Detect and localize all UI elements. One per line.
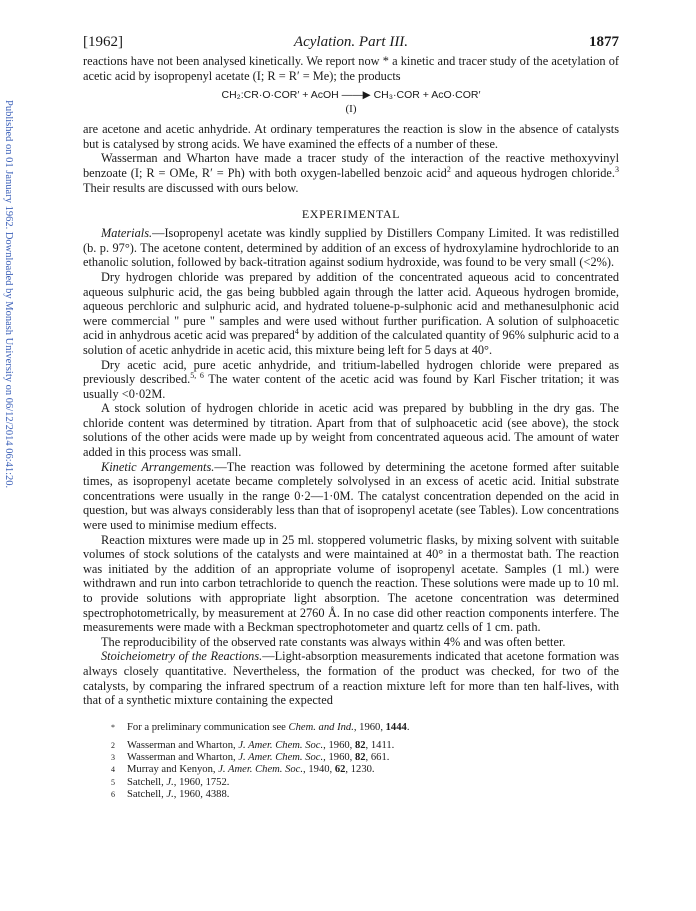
dry-hcl-paragraph: Dry hydrogen chloride was prepared by addition of the concentrated aqueous acid to concentrated aqueous sulphuric acid, the gas being bubbled again through the latter acid. Aqueous hydrogen bromide, aqueous perchloric and sulphuric acid, and hydrated toluene-p-sulphonic acid and methanesulphonic acid were commercial " pure " samples and were used without further purification. A solution of sulphoacetic acid in anhydrous acetic acid was prepared$^4$ by addition of the calculated quantity of 96% sulphuric acid to a solution of acetic anhydride in acetic acid, this mixture being left for 5 days at 40°.	[83, 269, 619, 357]
intro-paragraph-3: Wasserman and Wharton have made a tracer study of the interaction of the reactive methoxyvinyl benzoate (I; R = OMe, R′ = Ph) with both oxygen-labelled benzoic acid$^2$ and aqueous hydrogen chloride.$^3$ Their results are discussed with ours below.	[83, 151, 619, 195]
stoichiometry-paragraph: Stoicheiometry of the Reactions.—Light-absorption measurements indicated that acetone formation was always closely quantitative. Nevertheless, the formation of the product was checked, for two of the catalysts, by comparing the infrared spectrum of a reaction mixture left for more than ten half-lives, with that of a synthetic mixture containing the expected	[83, 649, 619, 708]
header-page-number: 1877	[589, 34, 619, 50]
journal-page	[83, 34, 619, 801]
kinetic-label: Kinetic Arrangements.	[101, 459, 215, 474]
publication-sidebar	[2, 100, 16, 700]
stoichiometry-label: Stoicheiometry of the Reactions.	[101, 649, 263, 664]
intro-paragraph-1: reactions have not been analysed kinetically. We report now * a kinetic and tracer study of the acetylation of acetic acid by isopropenyl acetate (I; R = R′ = Me); the products	[83, 54, 619, 83]
citation-ref: 2	[446, 164, 451, 174]
footnotes	[83, 722, 619, 801]
reproducibility-paragraph: The reproducibility of the observed rate constants was always within 4% and was often better.	[101, 634, 566, 649]
citation-ref: 4	[294, 327, 299, 337]
equation-number: (I)	[345, 103, 357, 116]
footnote: 5 Satchell, J., 1960, 1752.	[111, 776, 230, 788]
running-header	[83, 34, 619, 54]
dry-acetic-paragraph: Dry acetic acid, pure acetic anhydride, and tritium-labelled hydrogen chloride were prepared as previously described.$^{5, 6}$ The water content of the acetic acid was found by Karl Fischer tritation; it was usually <0·02M.	[83, 357, 619, 401]
materials-paragraph: Materials.—Isopropenyl acetate was kindly supplied by Distillers Company Limited. It was redistilled (b. p. 97°). The acetone content, determined by addition of an excess of hydroxylamine hydrochloride to an ethanolic solution, followed by back-titration against sodium hydroxide, was found to be very small (<2%).	[83, 226, 619, 270]
citation-ref: 3	[615, 164, 619, 174]
kinetic-paragraph: Kinetic Arrangements.—The reaction was followed by determining the acetone formed after suitable times, as isopropenyl acetate became completely solvolysed in an excess of acetic acid. Initial substrate concentrations were usually in the range 0·2—1·0M. The catalyst concentration depended on the acid in question, but was always considerably less than that of isopropenyl acetate (see Tables). Low concentrations were used to minimise medium effects.	[83, 459, 619, 533]
reaction-mixtures-paragraph: Reaction mixtures were made up in 25 ml. stoppered volumetric flasks, by mixing solvent with suitable volumes of stock solutions of the catalysts and were maintained at 40° in a thermostat bath. The reaction was initiated by the addition of an appropriate volume of isopropenyl acetate. Samples (1 ml.) were withdrawn and run into carbon tetrachloride to quench the reaction. These solutions were made up to 10 ml. to provide solutions with appropriate light absorption. The acetone concentration was determined spectrophotometrically, by measurement at 2760 Å. In no case did other reaction components interfere. The measurements were made with a Beckman spectrophotometer and quartz cells of 1 cm. path.	[83, 532, 619, 635]
footnote: 6 Satchell, J., 1960, 4388.	[111, 788, 230, 800]
footnote: 2 Wasserman and Wharton, J. Amer. Chem. Soc., 1960, 82, 1411.	[111, 739, 395, 751]
reaction-equation: CH₂:CR·O·COR′ + AcOH ——▶ CH₃·COR + AcO·COR′	[221, 89, 481, 102]
section-heading-experimental: EXPERIMENTAL	[301, 207, 401, 222]
header-year: [1962]	[83, 34, 123, 50]
published-download-note[interactable]: Published on 01 January 1962. Downloaded by Monash University on 06/12/2014 06:41:20.	[3, 100, 14, 489]
footnote: 3 Wasserman and Wharton, J. Amer. Chem. Soc., 1960, 82, 661.	[111, 752, 390, 764]
footnote: * For a preliminary communication see Chem. and Ind., 1960, 1444.	[111, 721, 410, 733]
materials-label: Materials.	[101, 226, 153, 241]
header-title: Acylation. Part III.	[293, 34, 409, 50]
intro-paragraph-2: are acetone and acetic anhydride. At ordinary temperatures the reaction is slow in the absence of catalysts but is catalysed by strong acids. We have examined the effects of a number of these.	[83, 122, 619, 151]
citation-ref: 5, 6	[190, 370, 204, 380]
footnote: 4 Murray and Kenyon, J. Amer. Chem. Soc., 1940, 62, 1230.	[111, 764, 375, 776]
stock-solution-paragraph: A stock solution of hydrogen chloride in acetic acid was prepared by bubbling in the dry gas. The chloride content was determined by titration. Apart from that of sulphoacetic acid (see above), the stock solutions of the other acids were made up by weight from concentrated aqueous acid. The amount of water added in this process was small.	[83, 401, 619, 460]
